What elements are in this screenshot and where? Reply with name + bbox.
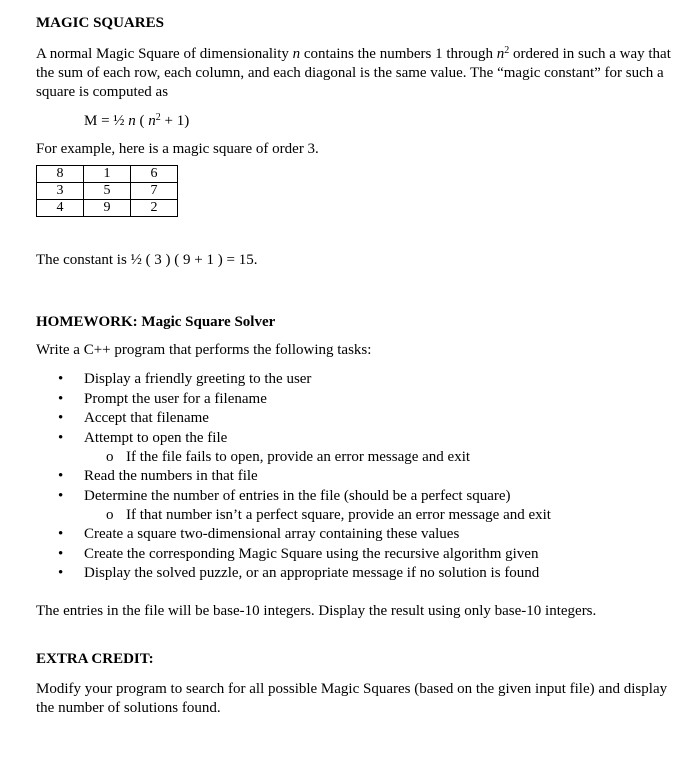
task-text: Create the corresponding Magic Square using the recursive algorithm given (84, 545, 539, 562)
formula-rhs: + 1) (160, 113, 190, 129)
table-row (37, 200, 178, 217)
task-text: Display a friendly greeting to the user (84, 371, 312, 387)
magic-square-table (36, 165, 178, 217)
entries-note: The entries in the file will be base-10 integers. Display the result using only base-10 integers. (36, 602, 597, 619)
list-item (58, 390, 672, 410)
intro-var-n: n (292, 46, 301, 62)
table-cell: 3 (37, 183, 84, 200)
sub-task-text: If the file fails to open, provide an error message and exit (126, 449, 471, 465)
bullet-icon: • (58, 487, 64, 504)
list-item (58, 487, 672, 526)
intro-paragraph (36, 45, 672, 102)
constant-sentence: The constant is ½ ( 3 ) ( 9 + 1 ) = 15. (36, 252, 258, 268)
magic-constant-formula (36, 112, 672, 131)
task-text: Accept that filename (84, 410, 209, 426)
circle-bullet-icon: o (106, 507, 114, 523)
list-item (58, 525, 672, 545)
formula-mid: ( (135, 113, 149, 129)
list-item (58, 429, 672, 468)
table-row (37, 166, 178, 183)
task-list (36, 370, 672, 584)
section-title-magic-squares: MAGIC SQUARES (36, 15, 164, 31)
formula-var-n: n (128, 113, 136, 129)
circle-bullet-icon: o (106, 449, 114, 465)
task-text: Create a square two-dimensional array containing these values (84, 526, 460, 542)
sub-list-item (106, 448, 672, 467)
example-sentence: For example, here is a magic square of order 3. (36, 141, 319, 157)
task-text: Determine the number of entries in the file (should be a perfect square) (84, 487, 511, 504)
table-cell: 7 (131, 183, 178, 200)
table-cell: 9 (84, 200, 131, 217)
section-title-extra-credit: EXTRA CREDIT: (36, 650, 154, 667)
formula-var-n2: n (148, 113, 156, 129)
table-row (37, 183, 178, 200)
task-text: Read the numbers in that file (84, 468, 258, 484)
intro-text-1: A normal Magic Square of dimensionality (36, 46, 293, 62)
list-item (58, 409, 672, 429)
homework-instructions: Write a C++ program that performs the following tasks: (36, 342, 372, 358)
bullet-icon: • (58, 371, 64, 387)
intro-var-n-squared: n (496, 46, 505, 62)
bullet-icon: • (58, 410, 64, 426)
bullet-icon: • (58, 526, 64, 542)
table-cell: 4 (37, 200, 84, 217)
bullet-icon: • (58, 468, 64, 484)
table-cell: 2 (131, 200, 178, 217)
sub-task-list (84, 506, 672, 525)
task-text: Prompt the user for a filename (84, 390, 267, 407)
bullet-icon: • (58, 545, 64, 562)
table-cell: 8 (37, 166, 84, 183)
sub-task-text: If that number isn’t a perfect square, provide an error message and exit (126, 507, 551, 523)
formula-superscript: 2 (155, 112, 161, 123)
table-cell: 1 (84, 166, 131, 183)
table-cell: 6 (131, 166, 178, 183)
list-item (58, 370, 672, 390)
formula-lhs: M = ½ (84, 113, 129, 129)
task-text: Attempt to open the file (84, 429, 228, 446)
section-title-homework: HOMEWORK: Magic Square Solver (36, 314, 276, 330)
bullet-icon: • (58, 565, 64, 581)
intro-text-3: ordered in such a way that the sum of each row, each column, and each diagonal is the same value. The “magic constant” for such a square is computed as (36, 46, 671, 100)
list-item (58, 545, 672, 565)
document-page (36, 14, 672, 718)
list-item (58, 564, 672, 584)
bullet-icon: • (58, 390, 64, 407)
task-text: Display the solved puzzle, or an appropriate message if no solution is found (84, 565, 540, 581)
bullet-icon: • (58, 429, 64, 446)
sub-task-list (84, 448, 672, 467)
intro-text-2: contains the numbers 1 through (300, 46, 497, 62)
list-item (58, 467, 672, 487)
extra-credit-paragraph: Modify your program to search for all possible Magic Squares (based on the given input file) and display the number of solutions found. (36, 680, 668, 716)
intro-superscript: 2 (504, 45, 510, 56)
table-cell: 5 (84, 183, 131, 200)
sub-list-item (106, 506, 672, 525)
